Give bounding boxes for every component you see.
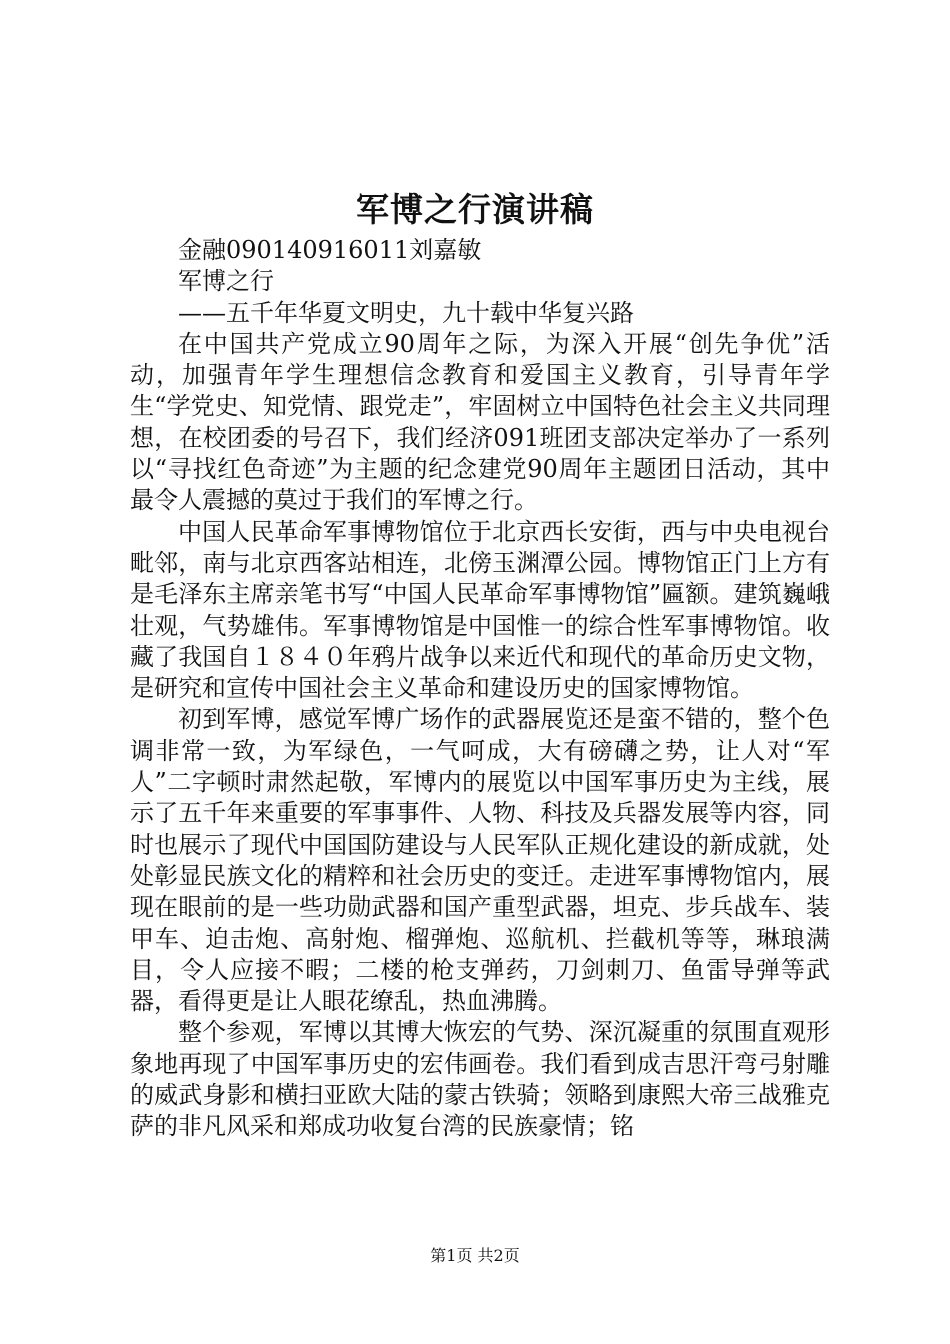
document-title: 军博之行演讲稿 xyxy=(356,190,594,229)
author-line-text: 金融090140916011刘嘉敏 xyxy=(178,236,482,264)
paragraph-3: 初到军博，感觉军博广场作的武器展览还是蛮不错的，整个色调非常一致，为军绿色，一气呵成，大有磅礴之势，让人对“军人”二字顿时肃然起敬，军博内的展览以中国军事历史为主线，展示了五千年来重要的军事事件、人物、科技及兵器发展等内容，同时也展示了现代中国国防建设与人民军队正规化建设的新成就，处处彰显民族文化的精粹和社会历史的变迁。走进军事博物馆内，展现在眼前的是一些功勋武器和国产重型武器，坦克、步兵战车、装甲车、迫击炮、高射炮、榴弹炮、巡航机、拦截机等等，琳琅满目，令人应接不暇；二楼的枪支弹药，刀剑刺刀、鱼雷导弹等武器，看得更是让人眼花缭乱，热血沸腾。 xyxy=(130,705,830,1016)
document-body xyxy=(130,235,830,1143)
paragraph-4: 整个参观，军博以其博大恢宏的气势、深沉凝重的氛围直观形象地再现了中国军事历史的宏伟画卷。我们看到成吉思汗弯弓射雕的威武身影和横扫亚欧大陆的蒙古铁骑；领略到康熙大帝三战雅克萨的非凡风采和郑成功收复台湾的民族豪情；铭 xyxy=(130,1018,830,1141)
tagline-line xyxy=(130,298,830,329)
subtitle-line xyxy=(130,266,830,297)
paragraph-2: 中国人民革命军事博物馆位于北京西长安街，西与中央电视台毗邻，南与北京西客站相连，北傍玉渊潭公园。博物馆正门上方有是毛泽东主席亲笔书写“中国人民革命军事博物馆”匾额。建筑巍峨壮观，气势雄伟。军事博物馆是中国惟一的综合性军事博物馆。收藏了我国自１８４０年鸦片战争以来近代和现代的革命历史文物，是研究和宣传中国社会主义革命和建设历史的国家博物馆。 xyxy=(130,517,830,703)
tagline-text: ——五千年华夏文明史，九十载中华复兴路 xyxy=(178,298,634,327)
paragraph-1: 在中国共产党成立90周年之际，为深入开展“创先争优”活动，加强青年学生理想信念教育和爱国主义教育，引导青年学生“学党史、知党情、跟党走”，牢固树立中国特色社会主义共同理想，在校团委的号召下，我们经济091班团支部决定举办了一系列以“寻找红色奇迹”为主题的纪念建党90周年主题团日活动，其中最令人震撼的莫过于我们的军博之行。 xyxy=(130,329,830,515)
author-line xyxy=(130,235,830,266)
page-footer: 第1页 共2页 xyxy=(430,1246,520,1265)
subtitle-text: 军博之行 xyxy=(178,267,274,296)
